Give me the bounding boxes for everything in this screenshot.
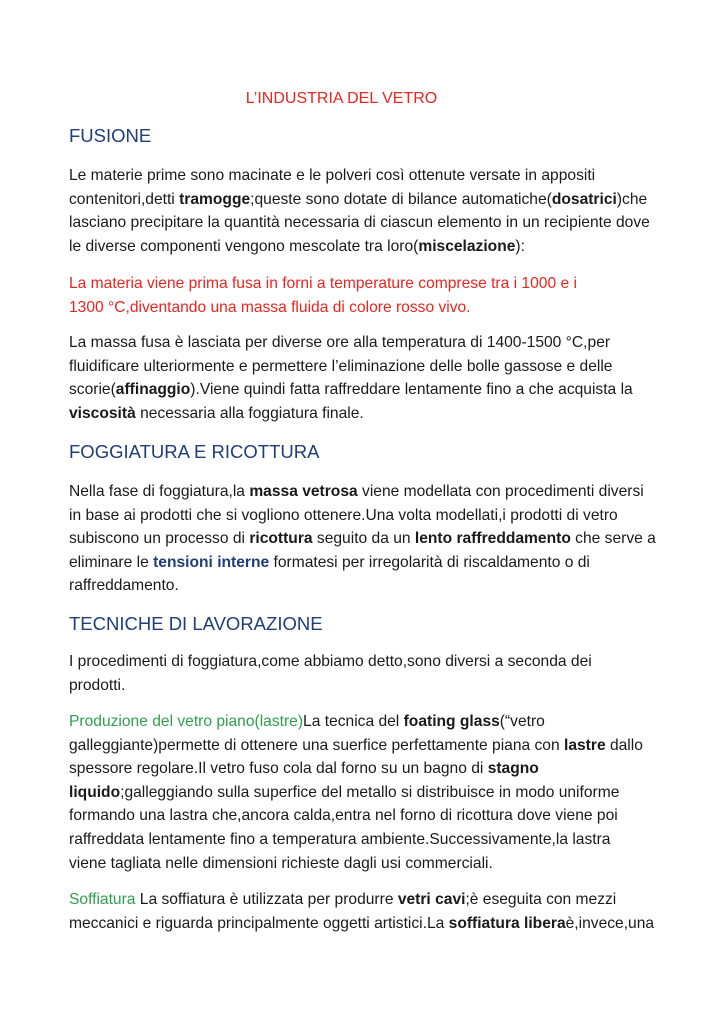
term-affinaggio: affinaggio — [115, 381, 191, 399]
term-soffiatura-libera: soffiatura libera — [448, 914, 566, 932]
text-line: contenitori,detti tramogge;queste sono dotate di bilance automatiche(dosatrici)che — [69, 190, 648, 208]
term-stagno: stagno — [487, 760, 539, 778]
text-line: viene tagliata nelle dimensioni richieste dagli usi commerciali. — [69, 854, 493, 872]
subheading-soffiatura: Soffiatura — [69, 891, 136, 908]
paragraph-foggiatura — [69, 480, 659, 598]
text-line: formando una lastra che,ancora calda,entra nel forno di ricottura dove viene poi — [69, 807, 618, 825]
term-ricottura: ricottura — [249, 530, 313, 548]
text-line: La materia viene prima fusa in forni a temperature comprese tra i 1000 e i — [69, 275, 577, 292]
text-line: lasciano precipitare la quantità necessaria di ciascun elemento in un recipiente dove — [69, 214, 650, 232]
subheading-vetro-piano: Produzione del vetro piano(lastre) — [69, 713, 304, 730]
text-line: viscosità necessaria alla foggiatura finale. — [69, 404, 364, 422]
paragraph-fusione-highlight — [69, 272, 659, 319]
paragraph-fusione-intro — [69, 164, 659, 258]
text-line: Soffiatura La soffiatura è utilizzata per produrre vetri cavi;è eseguita con mezzi — [69, 891, 617, 908]
text-line: liquido;galleggiando sulla superfice del metallo si distribuisce in modo uniforme — [69, 783, 620, 801]
term-dosatrici: dosatrici — [551, 190, 617, 208]
text-line: le diverse componenti vengono mescolate tra loro(miscelazione): — [69, 237, 525, 255]
paragraph-vetro-piano — [69, 710, 659, 875]
document-title: L’INDUSTRIA DEL VETRO — [245, 90, 438, 107]
section-heading-foggiatura: FOGGIATURA E RICOTTURA — [69, 441, 320, 462]
term-tramogge: tramogge — [179, 190, 251, 208]
text-line: fluidificare ulteriormente e permettere l’eliminazione delle bolle gassose e delle — [69, 357, 613, 375]
term-vetri-cavi: vetri cavi — [397, 891, 466, 908]
term-lento-raffreddamento: lento raffreddamento — [414, 530, 571, 548]
text-line: Le materie prime sono macinate e le polveri così ottenute versate in appositi — [69, 167, 596, 184]
paragraph-tecniche-intro — [69, 650, 659, 697]
text-line: scorie(affinaggio).Viene quindi fatta raffreddare lentamente fino a che acquista la — [69, 381, 633, 399]
text-line: eliminare le tensioni interne formatesi per irregolarità di riscaldamento o di — [69, 553, 590, 571]
text-line: Nella fase di foggiatura,la massa vetrosa viene modellata con procedimenti diversi — [69, 483, 644, 500]
term-foating-glass: foating glass — [403, 713, 500, 730]
text-line: galleggiante)permette di ottenere una suerfice perfettamente piana con lastre dallo — [69, 736, 643, 754]
text-line: prodotti. — [69, 676, 126, 694]
text-line: raffreddata lentamente fino a temperatura ambiente.Successivamente,la lastra — [69, 830, 611, 848]
text-line: 1300 °C,diventando una massa fluida di colore rosso vivo. — [69, 298, 471, 316]
text-line: La massa fusa è lasciata per diverse ore alla temperatura di 1400-1500 °C,per — [69, 334, 611, 351]
term-tensioni-interne: tensioni interne — [153, 553, 270, 571]
term-miscelazione: miscelazione — [418, 237, 516, 255]
text-line: spessore regolare.Il vetro fuso cola dal forno su un bagno di stagno — [69, 760, 539, 778]
paragraph-soffiatura — [69, 888, 659, 935]
paragraph-fusione-affinaggio — [69, 331, 659, 425]
term-lastre: lastre — [564, 736, 606, 754]
term-liquido: liquido — [69, 783, 121, 801]
text-line: I procedimenti di foggiatura,come abbiamo detto,sono diversi a seconda dei — [69, 653, 592, 670]
text-line: subiscono un processo di ricottura seguito da un lento raffreddamento che serve a — [69, 530, 656, 548]
section-heading-tecniche: TECNICHE DI LAVORAZIONE — [69, 613, 323, 634]
text-line: Produzione del vetro piano(lastre)La tecnica del foating glass(“vetro — [69, 713, 545, 730]
term-viscosita: viscosità — [69, 404, 136, 422]
text-line: raffreddamento. — [69, 577, 179, 595]
text-line: in base ai prodotti che si vogliono ottenere.Una volta modellati,i prodotti di vetro — [69, 506, 618, 524]
text-line: meccanici e riguarda principalmente oggetti artistici.La soffiatura liberaè,invece,una — [69, 914, 655, 932]
term-massa-vetrosa: massa vetrosa — [249, 483, 358, 500]
section-heading-fusione: FUSIONE — [69, 125, 152, 146]
